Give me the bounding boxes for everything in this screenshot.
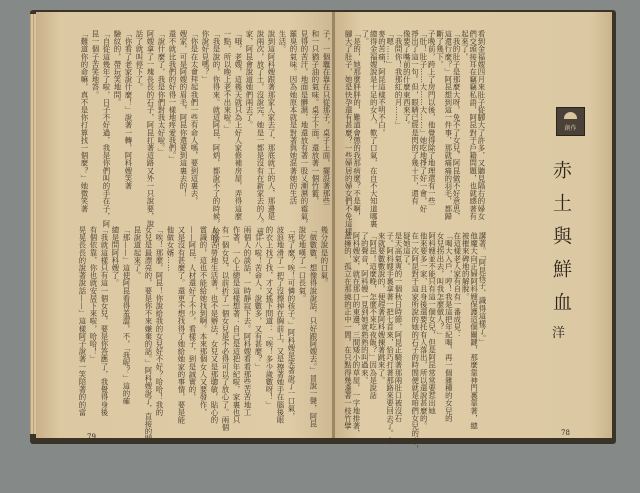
text-column: 波浪地滑了一把了沒擦掉在胸前上，又是擦著她手在腦後眼 <box>276 226 285 424</box>
text-column: 是天高氣爽的一個秋日時節，阿昆正騎著那兩肚口被沒石 <box>393 232 403 422</box>
text-column: 被摧來碑地的解脫。 <box>461 232 471 301</box>
text-column: 「我就這樣只有這一個女兒，要是你答應了，我覺得身後 <box>100 226 109 416</box>
text-column: 家，阿昆會說道她們兩去了。 <box>245 30 254 129</box>
book-spine <box>332 12 335 438</box>
text-column: 子晚前，跨上了房門以後，他覺得除了地理還有一些 <box>427 30 437 205</box>
text-column: 起來了。 <box>460 30 470 61</box>
right-upper-text <box>344 30 486 236</box>
text-column: 生活。 <box>278 30 287 53</box>
text-column: 的衣上找了找，才又搖下問道：「唉！多少歲數呀！」 <box>265 226 274 409</box>
text-column: 有一個女兒，以前折了一個女兒是不必得可以了放心了。兩個 <box>221 226 230 432</box>
text-column: 晃晃長長的說著說話——」這樣阿子說著一笑陪著的的當 <box>78 226 87 416</box>
text-column: 「你看了老家說什麼！」說著一轉，阿科嫂笑著 <box>124 30 133 190</box>
text-column: 們交頭接耳在竊竊私語，阿昆對于戶籍問題，也就感著有 <box>468 30 478 220</box>
text-column: 賞識的，這也不能給她找到啊。本來那個女人又要發作， <box>199 226 208 416</box>
text-column: 「我的肚子是那麼大呀，免不了女兒，阿昆做不好意思， <box>452 30 462 220</box>
text-column: 又是沒有甚麼了。還更不想找得了她給她家的事情，要是能 <box>177 226 186 424</box>
text-column: 阿科嫂並不能只有這一個女兒，但是阿昆常常要惹出她 <box>427 232 437 415</box>
text-column: 你說好見嗎？」 <box>201 30 210 84</box>
text-column: 羅臭的氣味。因為她原本就是對著與她混著她的生活 <box>289 30 298 205</box>
text-column: 兩個人的談話，一時靜寂下去。阿科嫂看看那些苦苦地工 <box>243 226 252 416</box>
text-column: 「喝大入戶，哼！我是這把年紀喝，再一個雜種的女兒的 <box>444 232 454 422</box>
text-column: 掙出了這一句。但，眼睛已經是閃的了幾十下，還有 <box>410 30 420 205</box>
text-column: 話了就叫停下了。 <box>135 30 144 91</box>
column-logo-icon <box>556 107 585 136</box>
text-column: 和一只猶子油的氣味。桌子下面，還放著一個竹籃， <box>311 30 320 205</box>
text-column: 來就要數數說的，便趕著阿科嫂揀著跳來了。 <box>377 232 387 384</box>
text-column: 說到這阿科嫂跟著那家人家去了，那底就工的人，那邊是 <box>267 30 276 220</box>
text-column: 「那——」這使阿昆看得羞澀，不，「我呢？」這的確 <box>122 226 131 405</box>
text-column: 在這樣老人家有自有一番成見： <box>452 232 462 339</box>
text-column: 在一次阿昆對于這家所說的她的石子的時間便就是咱們女兒的事， <box>410 232 420 453</box>
text-column: 一點，所以晚上老不出來啦。」 <box>223 30 232 133</box>
text-column: 昆一個子苦笑地答。 <box>91 30 100 99</box>
text-column: 昆說道起來了。 <box>133 226 142 280</box>
text-column: 驗紋的，帶玩笑地問。 <box>113 30 122 106</box>
text-column: 「廿八啦！苦命人，說數多，又有甚麼？」 <box>254 226 263 371</box>
text-column: 「阿昆！這麼晚，怎麼不來吃夜飯？」因為是說話 <box>368 232 378 400</box>
text-column: 嫂家，可是阿嫂的眉毛，阿昆你還要到這裏去的！ <box>179 30 188 198</box>
text-column: 「唉！那麼，阿昆！你說給我的女兒好不好？哈哈！我的 <box>155 226 164 416</box>
text-column: 他來要多一家，且身後還要托有人落出，所以還說甚麼的。 <box>419 232 429 430</box>
text-column: 蓋擁的，孤立在那繞的正中一間。在只點得幾盞著一枝竹擘 <box>343 232 353 430</box>
text-column: 「嗯……」 <box>385 30 395 68</box>
text-column: 有個依靠，你也就安居下來啦，哈哈！」 <box>89 226 98 363</box>
text-column: 講著。「阿昆孩子，識得這樣了。」 <box>478 232 487 347</box>
text-column: 阿科嫂家，就在那口的東邊，三間矮小的草屋，一字地排著， <box>351 232 361 438</box>
text-column: 幾分說是的口氣。 <box>320 226 329 287</box>
text-column: 總是問阿科嫂了。 <box>111 226 120 287</box>
text-column: ——阿昆，人材還好了不少，看樣子，到是誠實的， <box>188 226 197 401</box>
text-column: 他做女婿…… <box>166 226 175 272</box>
text-column: 看到金福嫂四月來肚子從腳大了許多，又聽見隔右的婦女 <box>477 30 486 220</box>
text-column: 「哦，老嫂，這幾天就只為上好人家修補房屋，弄得這麼 <box>234 30 243 220</box>
article-author: 洋 <box>552 326 566 341</box>
text-column: 「做數數，想像得說說話，只好跟阿嫂去。」冒說一聲，阿昆 <box>309 226 318 428</box>
right-lower-text <box>343 232 487 453</box>
rising-sun-icon <box>564 112 577 119</box>
text-column: 疑她這了。 <box>402 232 412 270</box>
text-column: 女兒拐出去，叫我怎麼做人？」 <box>435 232 445 339</box>
column-logo-text: 創作 <box>564 125 577 132</box>
text-column: 說兩次，放了土，沒說完，她是一都是沒有在新家去的人。這一 <box>256 30 265 243</box>
text-column: 阿嫂拿了一塊長長的石子，阿昆扛著這路又外一只說要，說 <box>146 30 155 228</box>
text-column: 像要了嘴前的什麼東西來了。 <box>402 30 412 129</box>
page-number-left: 79 <box>83 433 100 443</box>
text-column: 女兒是最漂亮的，要是你不來嫌棄的話。」阿科嫂說了，直接的問 <box>144 226 153 443</box>
text-column: 「死了麼？唉！可憐的孩子。」阿科嫂是笑著說了一口氣， <box>287 226 296 420</box>
text-column: 子，一個竈在靠在只從那子，桌子上面，擺設著那些 <box>322 30 331 205</box>
text-column: 總得金福嫂說是十足的女人，歎了口氣，在自不大知道哪裏 <box>369 30 379 228</box>
text-column: 斷了幾下。 <box>435 30 445 68</box>
text-column: 還不就比我們的好得一樣地疼愛我們。」 <box>168 30 177 164</box>
text-column: 子。阿科嫂手裏拿著一把七首來，恰巧打著那路來要回去了。本 <box>385 232 395 445</box>
text-column: 「我是說的，你得來。就這阿昆，阿炳，都說不了的時候，哈哈！ <box>212 30 221 251</box>
text-column: 說吃地嘆了一口長氣。 <box>298 226 307 302</box>
text-column: 了的聲音，阿科嫂一見到她就熟熟的叫過來。 <box>360 232 370 384</box>
text-column: 作著，一心上總是這樣想著：自己是這把年紀啦，家裏也只 <box>232 226 241 424</box>
text-column: 「自從這幾年了啦，日子不好過，我是你們叫的手在子，阿 <box>102 30 111 228</box>
text-column: 人的苦勞地生活著，也不是辦法，女兒又是那聰敏，貼心的 <box>210 226 219 424</box>
text-column: 麥的苦痛，阿昆這樣不明不白。 <box>377 30 387 137</box>
text-column: 他魔大向正婦阿科嫂保護這個關鍵，那麼靠神門裏靠著，總 <box>469 232 479 430</box>
text-column: 腳大了肚子，她是快孕還有甚麼？一些婦居的婦女們不免這樣 <box>344 30 354 236</box>
text-column: 「難道你的命嘛，真不是你打算找一個麼？」她微笑著 <box>80 30 89 213</box>
text-column: 「你是在太會拜起我們一些有命人嗎，要到這裏去， <box>190 30 199 205</box>
article-title: 赤土與鮮血 <box>550 160 572 325</box>
text-column: 了。 <box>360 30 370 46</box>
text-column: 這還行麼？」阿昆想到這一件事，那就痛痛的羽毛，都歸 <box>443 30 453 220</box>
text-column: 「我問你！我那紅的月……」 <box>394 30 404 129</box>
text-column: 「說什麼了，我是你們對我太好啦。」 <box>157 30 166 156</box>
text-column: 「是的，她那麼胖胖的，難道會懲的我那病麼？不是啊， <box>352 30 362 220</box>
text-column: 「肚！肚子……大……大……」她吃地掙了好一會，好 <box>418 30 428 213</box>
page-number-right: 78 <box>557 429 574 439</box>
text-column: 見得的苦汗，地面是髒濕，地還放有著一股乂潮濕的霉氣， <box>300 30 309 228</box>
